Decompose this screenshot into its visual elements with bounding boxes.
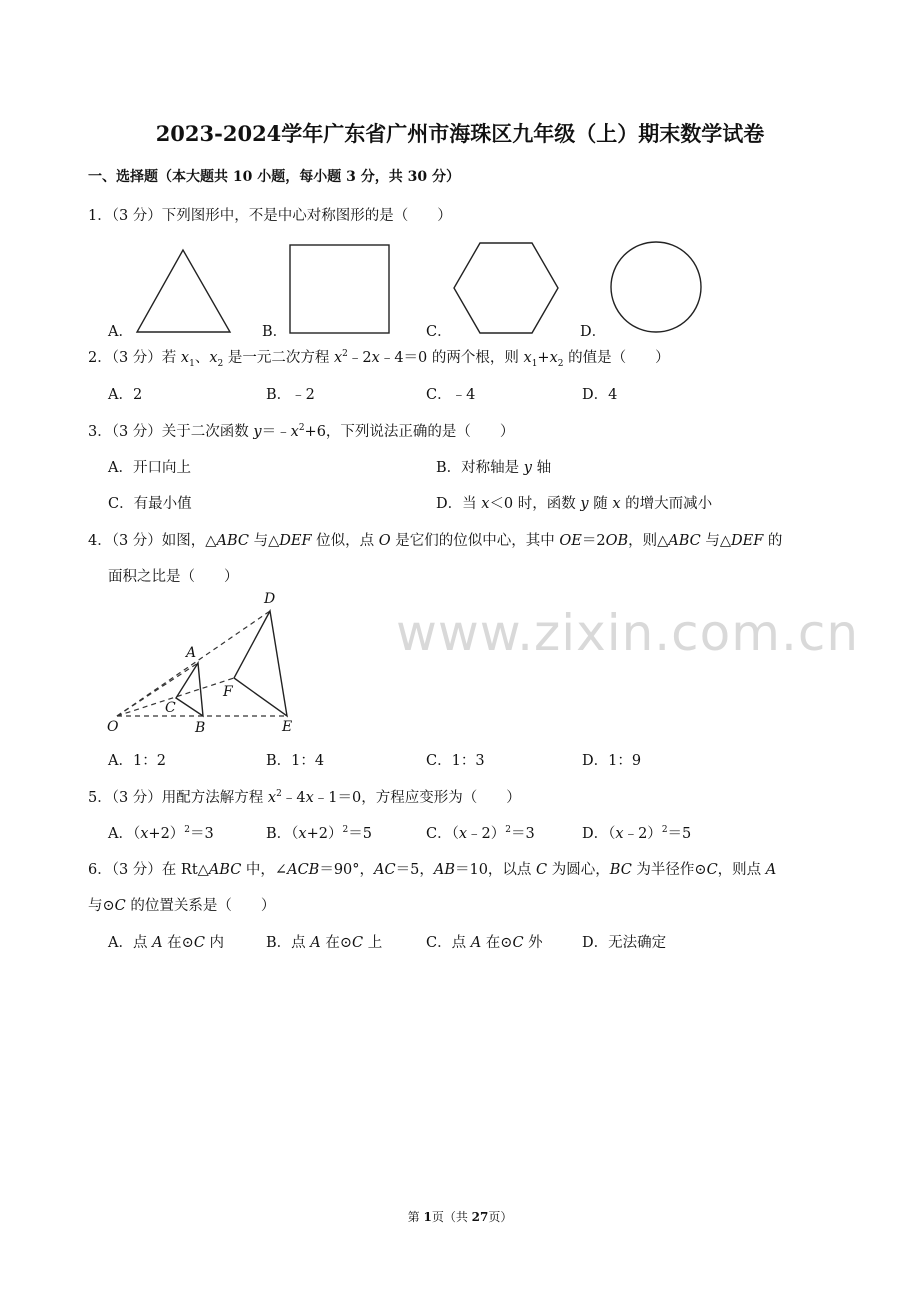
q5-optb-3: ＝5: [348, 826, 372, 842]
label-c: C: [165, 700, 176, 716]
q6-ac: AC: [374, 862, 396, 878]
q6-optc-a: A: [470, 935, 482, 951]
q5-x: x: [267, 790, 277, 806]
q6-l2b: 的位置关系是（ ）: [125, 898, 276, 914]
q3-eq: ＝﹣: [261, 424, 291, 440]
q5-optd-sup: 2: [661, 825, 668, 836]
q4-l1h: 的: [763, 533, 783, 549]
footer-pre: 第: [407, 1210, 424, 1224]
q2-sx1: x: [523, 350, 532, 366]
q6-opta-c: C: [193, 935, 205, 951]
q3-post: +6，下列说法正确的是（ ）: [304, 424, 515, 440]
q4-def: DEF: [279, 533, 312, 549]
q6-optb-a: A: [310, 935, 321, 951]
q3-option-d: [436, 492, 712, 513]
q2-option-a: A．2: [108, 387, 143, 403]
q5-optd-3: ＝5: [667, 826, 692, 842]
q6-opta-3: 内: [204, 935, 225, 951]
q5-option-a: [108, 822, 214, 843]
q2-eqrest2: ﹣4＝0 的两个根，则: [379, 350, 524, 366]
q5-mid: ﹣4: [281, 790, 306, 806]
q6-opta-1: A．点: [108, 935, 153, 951]
q1-option-b-label: B．: [262, 324, 288, 340]
ray-oa: [117, 663, 198, 716]
q3-option-a: A．开口向上: [108, 460, 191, 476]
footer-post: 页）: [488, 1210, 513, 1224]
q3-optd-x: x: [481, 496, 490, 512]
question-6-line2: [88, 894, 275, 915]
q4-o: O: [378, 533, 391, 549]
q6-optc-1: C．点: [426, 935, 471, 951]
q5-opta-2: +2）: [148, 826, 185, 842]
q4-l1e: ＝2: [581, 533, 606, 549]
q6-l1e: ＝10，以点: [454, 862, 537, 878]
q6-optb-1: B．点: [266, 935, 311, 951]
q6-c: C: [536, 862, 548, 878]
q6-l1a: 6．（3 分）在 Rt△: [88, 862, 209, 878]
q4-option-a: A．1：2: [108, 753, 166, 769]
q4-l1d: 是它们的位似中心，其中: [390, 533, 560, 549]
circle-icon: [611, 242, 701, 332]
q5-optc-3: ＝3: [511, 826, 535, 842]
q2-plus: +: [537, 350, 550, 366]
q5-optc-1: C．（: [426, 826, 459, 842]
page-title: 2023-2024学年广东省广州市海珠区九年级（上）期末数学试卷: [155, 121, 765, 146]
q4-figure: [100, 588, 310, 740]
q6-option-a: [108, 931, 224, 952]
q3-option-c: C．有最小值: [108, 496, 192, 512]
q1-option-a-label: A．: [108, 324, 133, 340]
label-b: B: [195, 720, 206, 736]
q4-option-c: C．1：3: [426, 753, 485, 769]
q5-opta-sup: 2: [184, 825, 191, 836]
q4-oe: OE: [559, 533, 582, 549]
q3-y: y: [253, 424, 262, 440]
q6-option-c: [426, 931, 543, 952]
q2-x1: x: [180, 350, 190, 366]
triangle-icon: [137, 250, 230, 332]
q2-eqsup: 2: [342, 349, 348, 360]
q2-eqrest1: ﹣2: [347, 350, 372, 366]
q5-option-b: [266, 822, 372, 843]
q2-eqx: x: [333, 350, 343, 366]
q5-optd-x: x: [615, 826, 624, 842]
q3-optd-2: ＜0 时，函数: [489, 496, 581, 512]
q6-optc-2: 在⊙: [481, 935, 513, 951]
label-d: D: [264, 591, 276, 607]
q6-option-b: [266, 931, 382, 952]
q5-option-c: [426, 822, 535, 843]
footer-page: 1: [423, 1210, 432, 1224]
hexagon-icon: [454, 243, 558, 333]
q4-ob: OB: [605, 533, 629, 549]
q3-sup: 2: [298, 423, 305, 434]
ray-od: [117, 611, 270, 716]
q3-optb-post: 轴: [531, 460, 552, 476]
q5-opta-1: A．（: [108, 826, 141, 842]
q6-optb-3: 上: [363, 935, 383, 951]
q1-option-c-label: C．: [426, 324, 452, 340]
q5-optb-1: B．（: [266, 826, 299, 842]
q2-sx2: x: [549, 350, 558, 366]
page-footer: [0, 1208, 920, 1225]
q5-post: ﹣1＝0，方程应变形为（ ）: [313, 790, 521, 806]
q4-option-b: B．1：4: [266, 753, 325, 769]
q2-eqx2: x: [371, 350, 380, 366]
q6-l1g: 为半径作⊙: [631, 862, 707, 878]
q6-abc: ABC: [208, 862, 242, 878]
q3-pre: 3．（3 分）关于二次函数: [88, 424, 254, 440]
q3-option-b: [436, 456, 551, 477]
question-5-text: [88, 786, 521, 807]
question-1-text: 1．（3 分）下列图形中，不是中心对称图形的是（ ）: [88, 208, 452, 224]
q4-l1c: 位似，点: [311, 533, 379, 549]
question-6-line1: [88, 858, 776, 879]
q2-x2: x: [209, 350, 218, 366]
q2-mid: 是一元二次方程: [223, 350, 334, 366]
q3-optd-4: 的增大而减小: [620, 496, 713, 512]
q3-optb-var: y: [523, 460, 532, 476]
q3-optd-1: D．当: [436, 496, 482, 512]
footer-mid: 页（共: [431, 1210, 472, 1224]
q3-optd-3: 随: [588, 496, 613, 512]
q5-optd-1: D．（: [582, 826, 616, 842]
q6-l1b: 中，∠: [241, 862, 288, 878]
q4-def2: DEF: [731, 533, 764, 549]
q2-ss2: 2: [557, 358, 564, 369]
q6-l1c: ＝90°，: [319, 862, 375, 878]
q5-pre: 5．（3 分）用配方法解方程: [88, 790, 268, 806]
q5-opta-x: x: [140, 826, 149, 842]
q6-optc-3: 外: [523, 935, 543, 951]
label-o: O: [107, 719, 119, 735]
q5-optb-sup: 2: [342, 825, 349, 836]
q2-post: 的值是（ ）: [563, 350, 670, 366]
q6-c2: C: [706, 862, 718, 878]
q4-l1g: 与△: [700, 533, 732, 549]
q6-a: A: [765, 862, 777, 878]
q4-l1a: 4．（3 分）如图，△: [88, 533, 217, 549]
q2-sep: 、: [194, 350, 210, 366]
q6-bc: BC: [609, 862, 632, 878]
square-icon: [290, 245, 389, 333]
q6-c3: C: [114, 898, 126, 914]
q6-optb-c: C: [352, 935, 364, 951]
question-4-line2: 面积之比是（ ）: [108, 569, 239, 585]
q3-optd-y: y: [580, 496, 589, 512]
triangle-abc: [176, 663, 203, 716]
q6-opta-a: A: [152, 935, 163, 951]
q4-abc2: ABC: [668, 533, 701, 549]
q3-optd-x2: x: [612, 496, 621, 512]
q6-optb-2: 在⊙: [320, 935, 353, 951]
q6-l2a: 与⊙: [88, 898, 115, 914]
q4-l1f: ，则△: [628, 533, 669, 549]
q6-ab: AB: [433, 862, 455, 878]
q6-l1d: ＝5，: [395, 862, 434, 878]
q2-option-c: C．﹣4: [426, 387, 476, 403]
q5-optc-2: ﹣2）: [467, 826, 506, 842]
q3-optb-pre: B．对称轴是: [436, 460, 524, 476]
q5-optd-2: ﹣2）: [623, 826, 662, 842]
q2-pre: 2．（3 分）若: [88, 350, 181, 366]
q5-optb-2: +2）: [306, 826, 343, 842]
q5-opta-3: ＝3: [190, 826, 214, 842]
q2-sub2: 2: [217, 358, 224, 369]
q5-x2: x: [305, 790, 314, 806]
q1-figures: [0, 235, 920, 340]
question-3-text: [88, 420, 514, 441]
q5-sup: 2: [276, 789, 282, 800]
q2-option-b: B．﹣2: [266, 387, 315, 403]
watermark: www.zixin.com.cn: [396, 604, 860, 662]
q3-x: x: [290, 424, 299, 440]
q4-option-d: D．1：9: [582, 753, 642, 769]
section-heading: 一、选择题（本大题共 10 小题，每小题 3 分，共 30 分）: [88, 169, 460, 185]
q2-ss1: 1: [531, 358, 538, 369]
q5-optb-x: x: [298, 826, 307, 842]
triangle-def: [234, 611, 287, 716]
q5-optc-sup: 2: [505, 825, 512, 836]
question-4-line1: [88, 529, 782, 550]
q4-abc: ABC: [216, 533, 249, 549]
label-a: A: [186, 645, 197, 661]
q2-sub1: 1: [189, 358, 195, 369]
q2-option-d: D．4: [582, 387, 618, 403]
q6-opta-2: 在⊙: [162, 935, 194, 951]
question-2-text: [88, 346, 670, 369]
q4-l1b: 与△: [248, 533, 280, 549]
q6-acb: ACB: [287, 862, 320, 878]
label-f: F: [223, 684, 233, 700]
q5-option-d: [582, 822, 691, 843]
q5-optc-x: x: [458, 826, 468, 842]
q6-l1h: ，则点: [717, 862, 766, 878]
q6-option-d: D．无法确定: [582, 935, 667, 951]
label-e: E: [282, 719, 293, 735]
footer-total: 27: [471, 1210, 489, 1224]
q1-option-d-label: D．: [580, 324, 607, 340]
q6-l1f: 为圆心，: [547, 862, 610, 878]
q6-optc-c: C: [512, 935, 524, 951]
